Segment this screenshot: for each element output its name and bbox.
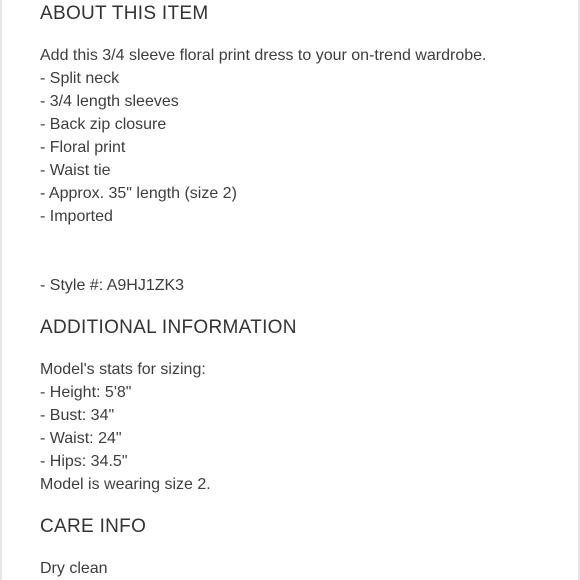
feature-item: - Imported	[40, 208, 113, 225]
about-section-body	[40, 44, 560, 297]
care-instructions: Dry clean	[40, 560, 108, 577]
about-heading: ABOUT THIS ITEM	[40, 3, 209, 24]
feature-item: - 3/4 length sleeves	[40, 93, 179, 110]
feature-item: - Waist tie	[40, 162, 111, 179]
spacer-line	[40, 251, 560, 274]
style-number: - Style #: A9HJ1ZK3	[40, 277, 185, 294]
about-description: Add this 3/4 sleeve floral print dress to your on-trend wardrobe.	[40, 47, 487, 64]
model-stat-item: - Hips: 34.5"	[40, 453, 128, 470]
about-section-header	[40, 2, 560, 26]
feature-item: - Back zip closure	[40, 116, 167, 133]
care-section-body	[40, 557, 560, 580]
feature-item: - Approx. 35" length (size 2)	[40, 185, 237, 202]
model-stat-item: - Height: 5'8"	[40, 384, 132, 401]
care-section-header	[40, 515, 560, 539]
model-stat-item: - Waist: 24"	[40, 430, 122, 447]
model-stat-item: - Bust: 34"	[40, 407, 115, 424]
model-size-note: Model is wearing size 2.	[40, 476, 211, 493]
care-heading: CARE INFO	[40, 516, 147, 537]
additional-heading: ADDITIONAL INFORMATION	[40, 317, 297, 338]
additional-section-header	[40, 316, 560, 340]
feature-item: - Floral print	[40, 139, 126, 156]
model-stats-intro: Model's stats for sizing:	[40, 361, 206, 378]
additional-section-body	[40, 358, 560, 496]
feature-item: - Split neck	[40, 70, 120, 87]
spacer-line	[40, 228, 560, 251]
